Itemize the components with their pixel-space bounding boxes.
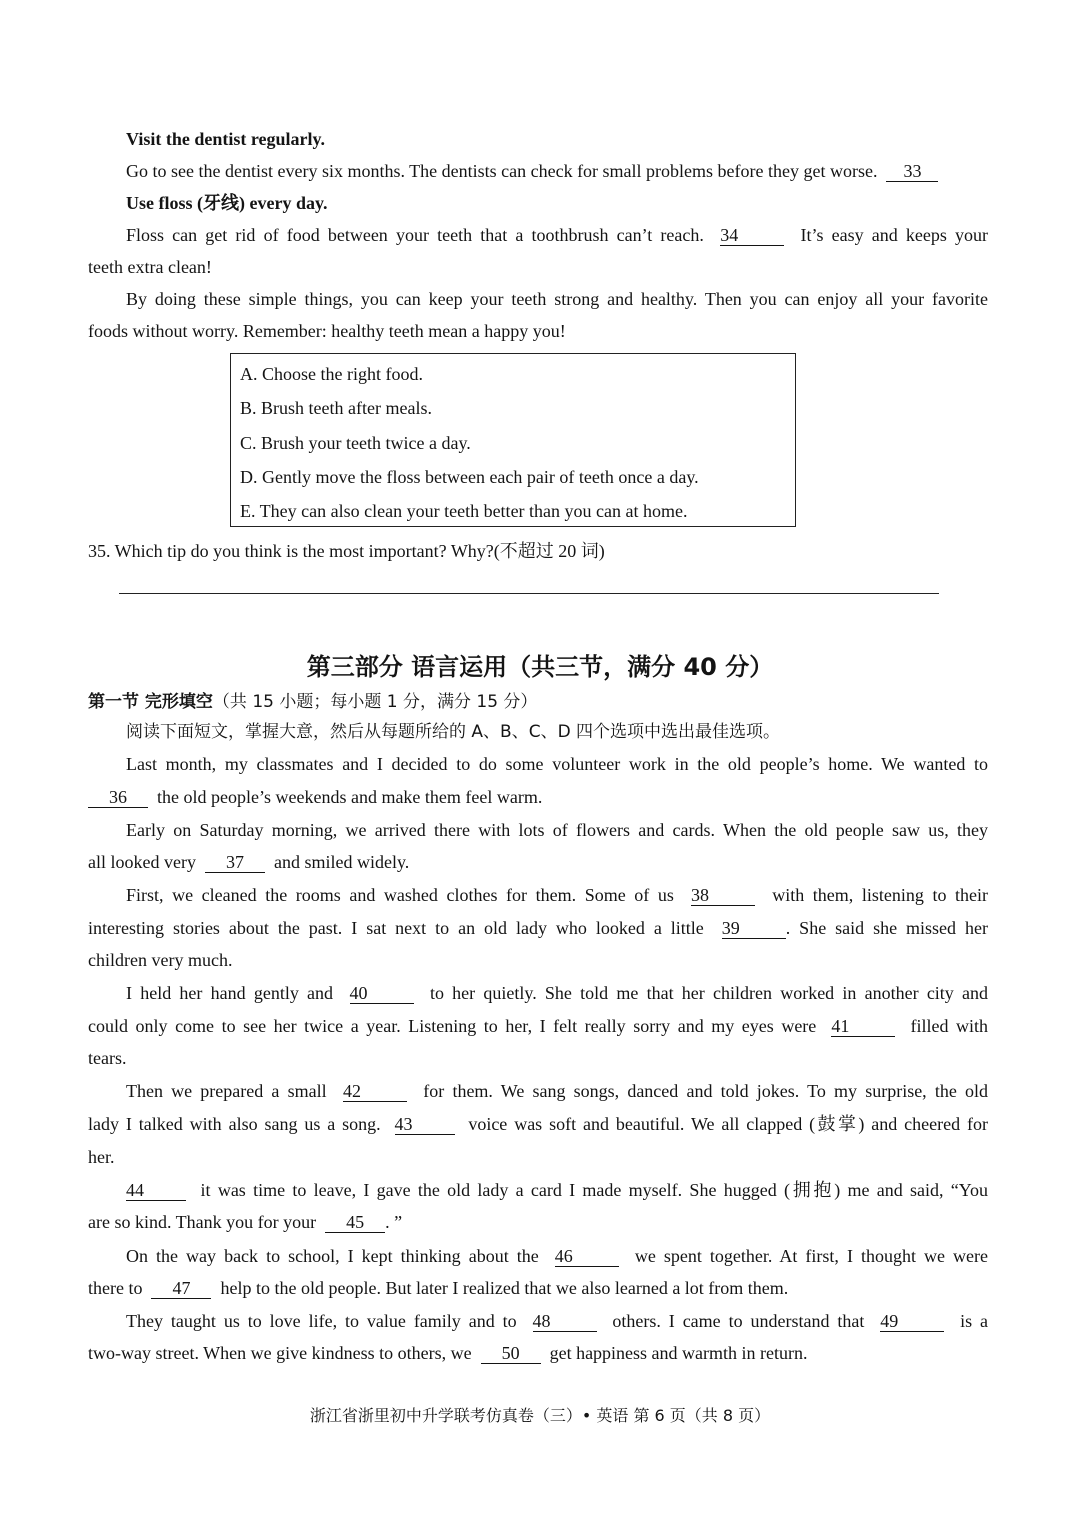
text: Go to see the dentist every six months. The dentists can check for small problems before they get worse. (126, 161, 878, 181)
blank-45[interactable]: 45 (325, 1213, 385, 1233)
text: voice was soft and beautiful. We all clapped (鼓掌) and cheered for (468, 1114, 988, 1134)
text: help to the old people. But later I realized that we also learned a lot from them. (220, 1278, 789, 1298)
text: all looked very (88, 852, 196, 872)
option-a: A. Choose the right food. (240, 364, 423, 384)
paragraph-floss-line2: teeth extra clean! (88, 257, 212, 277)
options-box (230, 353, 796, 527)
text: it was time to leave, I gave the old lady a card I made myself. She hugged (拥抱) me and said, “You (200, 1180, 988, 1200)
blank-38[interactable]: 38 (691, 886, 755, 906)
text: . ” (385, 1212, 403, 1232)
blank-36[interactable]: 36 (88, 788, 148, 808)
text: It’s easy and keeps your (800, 225, 989, 245)
cloze-line-8 (126, 982, 988, 1004)
cloze-line-5 (126, 884, 988, 906)
text: interesting stories about the past. I sat next to an old lady who looked a little (88, 918, 704, 938)
text: They taught us to love life, to value family and to (126, 1311, 517, 1331)
text: and smiled widely. (273, 852, 410, 872)
text: . She said she missed her (785, 918, 988, 938)
cloze-line-3: Early on Saturday morning, we arrived there with lots of flowers and cards. When the old people saw us, they (126, 820, 988, 840)
text: there to (88, 1278, 143, 1298)
text: with them, listening to their (772, 885, 989, 905)
text: Use floss (牙线) every day. (126, 193, 328, 213)
blank-34[interactable]: 34 (720, 226, 784, 246)
blank-43[interactable]: 43 (395, 1115, 455, 1135)
text: to her quietly. She told me that her children worked in another city and (429, 983, 989, 1003)
answer-line-35[interactable] (119, 593, 939, 594)
cloze-line-18 (126, 1310, 988, 1332)
blank-41[interactable]: 41 (831, 1017, 895, 1037)
blank-46[interactable]: 46 (555, 1247, 619, 1267)
option-e: E. They can also clean your teeth better than you can at home. (240, 501, 688, 521)
text: are so kind. Thank you for your (88, 1212, 317, 1232)
cloze-line-9 (88, 1015, 988, 1037)
cloze-line-2 (88, 786, 988, 808)
text: others. I came to understand that (612, 1311, 865, 1331)
paragraph-conclusion-line1: By doing these simple things, you can keep your teeth strong and healthy. Then you can enjoy all your favorite (126, 289, 988, 309)
text: the old people’s weekends and make them feel warm. (157, 787, 543, 807)
blank-49[interactable]: 49 (880, 1312, 944, 1332)
section-instruction: 阅读下面短文，掌握大意，然后从每题所给的 A、B、C、D 四个选项中选出最佳选项。 (126, 722, 781, 742)
blank-37[interactable]: 37 (205, 853, 265, 873)
text: get happiness and warmth in return. (549, 1343, 808, 1363)
text: for them. We sang songs, danced and told jokes. To my surprise, the old (423, 1081, 989, 1101)
cloze-line-4 (88, 851, 988, 873)
heading-use-floss (126, 192, 988, 214)
text: is a (960, 1311, 989, 1331)
option-c: C. Brush your teeth twice a day. (240, 433, 471, 453)
section-title: 第三部分 语言运用（共三节，满分 40 分） (306, 653, 774, 681)
cloze-line-15 (88, 1211, 988, 1233)
paragraph-conclusion-line2: foods without worry. Remember: healthy teeth mean a happy you! (88, 321, 566, 341)
cloze-line-12 (88, 1113, 988, 1135)
option-b: B. Brush teeth after meals. (240, 398, 432, 418)
paragraph-dentist (126, 160, 988, 182)
subtitle-rest: （共 15 小题；每小题 1 分，满分 15 分） (212, 692, 538, 712)
paragraph-floss-line1 (126, 224, 988, 246)
text: Floss can get rid of food between your teeth that a toothbrush can’t reach. (126, 225, 704, 245)
text: First, we cleaned the rooms and washed clothes for them. Some of us (126, 885, 674, 905)
text: two-way street. When we give kindness to others, we (88, 1343, 472, 1363)
blank-33[interactable]: 33 (886, 162, 938, 182)
blank-50[interactable]: 50 (481, 1344, 541, 1364)
cloze-line-1: Last month, my classmates and I decided to do some volunteer work in the old people’s home. We wanted to (126, 754, 988, 774)
option-d: D. Gently move the floss between each pair of teeth once a day. (240, 467, 699, 487)
text: could only come to see her twice a year. Listening to her, I felt really sorry and my eyes were (88, 1016, 817, 1036)
cloze-line-6 (88, 917, 988, 939)
blank-47[interactable]: 47 (151, 1279, 211, 1299)
text: we spent together. At first, I thought we were (634, 1246, 988, 1266)
subtitle-bold: 第一节 完形填空 (88, 692, 213, 712)
cloze-line-19 (88, 1342, 988, 1364)
section-subtitle (88, 691, 988, 713)
cloze-line-10: tears. (88, 1048, 127, 1068)
cloze-line-14 (126, 1179, 988, 1201)
text: On the way back to school, I kept thinking about the (126, 1246, 539, 1266)
text: filled with (910, 1016, 989, 1036)
text: I held her hand gently and (126, 983, 334, 1003)
blank-48[interactable]: 48 (533, 1312, 597, 1332)
heading-visit-dentist: Visit the dentist regularly. (126, 129, 325, 149)
cloze-line-11 (126, 1080, 988, 1102)
blank-40[interactable]: 40 (350, 984, 414, 1004)
blank-42[interactable]: 42 (343, 1082, 407, 1102)
text: Then we prepared a small (126, 1081, 327, 1101)
text: lady I talked with also sang us a song. (88, 1114, 381, 1134)
cloze-line-17 (88, 1277, 988, 1299)
blank-44[interactable]: 44 (126, 1181, 186, 1201)
cloze-line-13: her. (88, 1147, 115, 1167)
question-35: 35. Which tip do you think is the most important? Why?(不超过 20 词) (88, 541, 605, 561)
cloze-line-7: children very much. (88, 950, 233, 970)
blank-39[interactable]: 39 (722, 919, 786, 939)
page-footer: 浙江省浙里初中升学联考仿真卷（三）• 英语 第 6 页（共 8 页） (309, 1406, 771, 1425)
cloze-line-16 (126, 1245, 988, 1267)
